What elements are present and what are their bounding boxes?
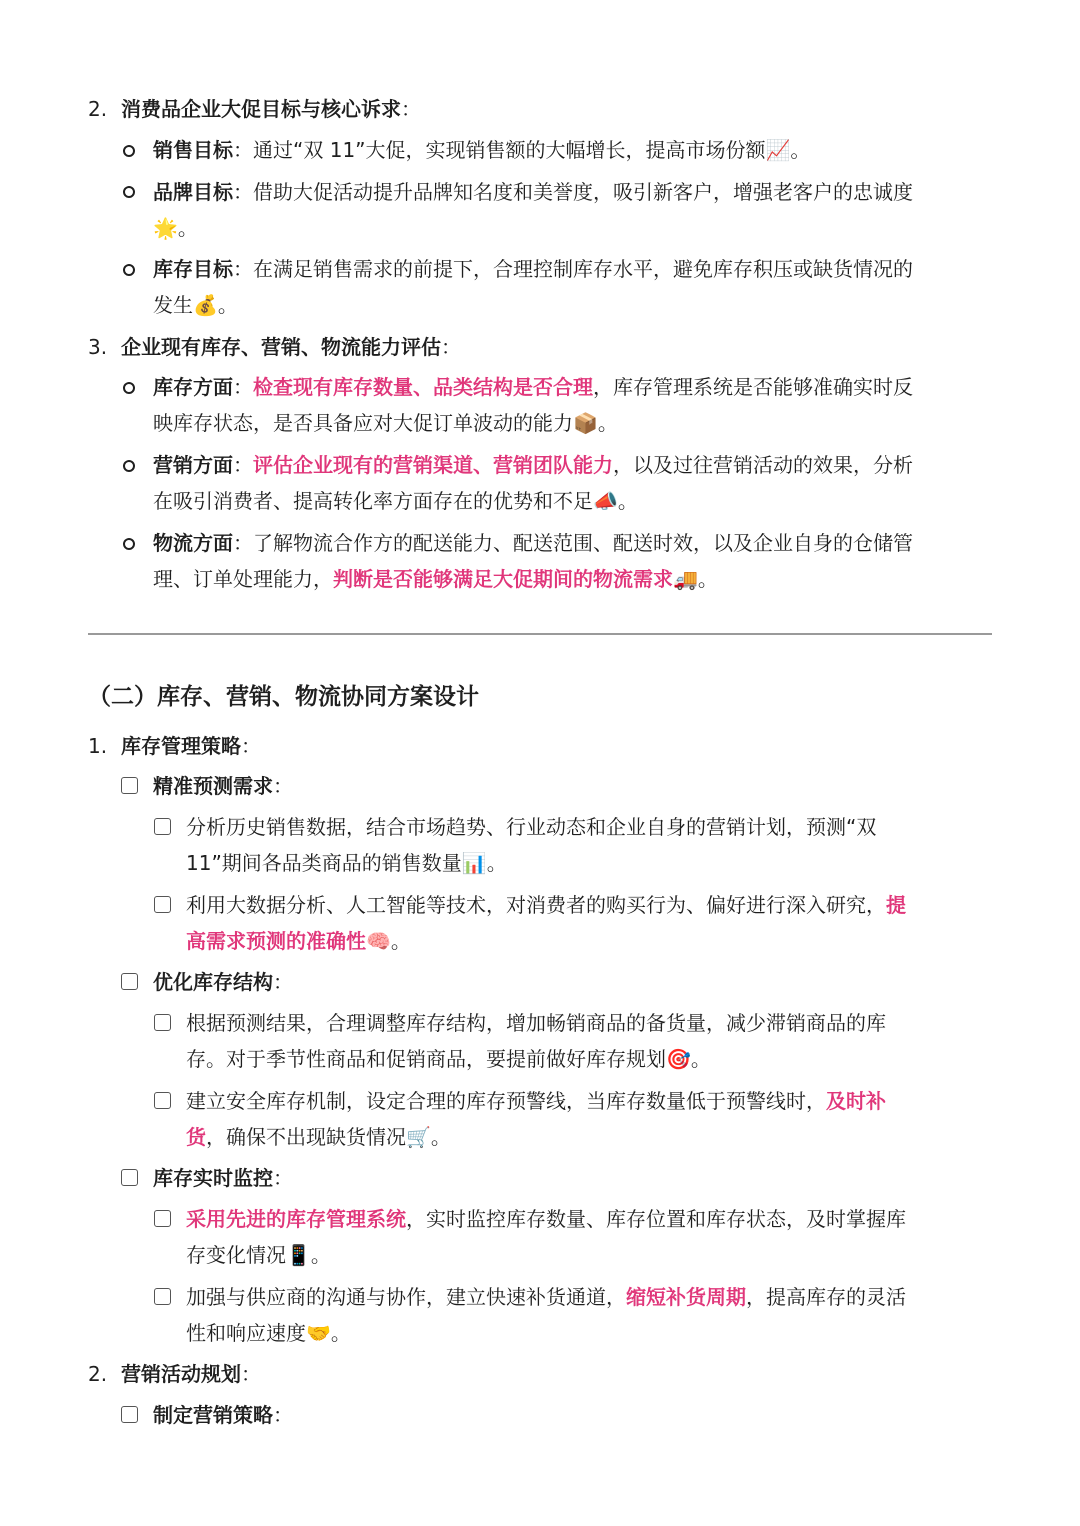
- list-heading: 消费品企业大促目标与核心诉求：: [121, 97, 421, 121]
- list-item: 物流方面：了解物流合作方的配送能力、配送范围、配送时效，以及企业自身的仓储管: [153, 531, 913, 555]
- bullet-icon: [123, 186, 135, 198]
- heading-text: 库存管理策略: [121, 734, 241, 758]
- task-item: 库存实时监控：: [153, 1166, 293, 1190]
- list-number: 2.: [88, 97, 108, 121]
- highlight-text: 检查现有库存数量、品类结构是否合理: [253, 375, 593, 399]
- heading-text: 企业现有库存、营销、物流能力评估: [121, 335, 441, 359]
- list-number: 1.: [88, 734, 108, 758]
- task-checkbox[interactable]: [154, 896, 171, 913]
- task-checkbox[interactable]: [154, 1092, 171, 1109]
- bullet-icon: [123, 264, 135, 276]
- task-item: 根据预测结果，合理调整库存结构，增加畅销商品的备货量，减少滞销商品的库: [186, 1011, 886, 1035]
- section-divider: [88, 633, 992, 635]
- highlight-text: 判断是否能够满足大促期间的物流需求: [333, 567, 673, 591]
- highlight-text: 评估企业现有的营销渠道、营销团队能力: [253, 453, 613, 477]
- list-heading: 库存管理策略：: [121, 734, 261, 758]
- list-heading: 营销活动规划：: [121, 1362, 261, 1386]
- highlight-text: 高需求预测的准确性: [186, 929, 366, 953]
- task-item-continuation: 货，确保不出现缺货情况🛒。: [186, 1125, 451, 1149]
- highlight-text: 及时补: [826, 1089, 886, 1113]
- highlight-text: 缩短补货周期: [626, 1285, 746, 1309]
- highlight-text: 提: [886, 893, 906, 917]
- task-item-continuation: 高需求预测的准确性🧠。: [186, 929, 411, 953]
- list-item: 销售目标：通过“双 11”大促，实现销售额的大幅增长，提高市场份额📈。: [153, 138, 811, 162]
- task-item-continuation: 11”期间各品类商品的销售数量📊。: [186, 851, 507, 875]
- list-item-continuation: 映库存状态，是否具备应对大促订单波动的能力📦。: [153, 411, 618, 435]
- bullet-icon: [123, 382, 135, 394]
- list-heading: 企业现有库存、营销、物流能力评估：: [121, 335, 461, 359]
- task-item: 采用先进的库存管理系统，实时监控库存数量、库存位置和库存状态，及时掌握库: [186, 1207, 906, 1231]
- list-number: 2.: [88, 1362, 108, 1386]
- section-heading: （二）库存、营销、物流协同方案设计: [88, 684, 479, 710]
- list-item: 库存方面：检查现有库存数量、品类结构是否合理，库存管理系统是否能够准确实时反: [153, 375, 913, 399]
- task-checkbox[interactable]: [154, 1210, 171, 1227]
- list-item: 营销方面：评估企业现有的营销渠道、营销团队能力，以及过往营销活动的效果，分析: [153, 453, 913, 477]
- bullet-icon: [123, 460, 135, 472]
- task-item-continuation: 性和响应速度🤝。: [186, 1321, 351, 1345]
- task-item: 建立安全库存机制，设定合理的库存预警线，当库存数量低于预警线时，及时补: [186, 1089, 886, 1113]
- list-item-continuation: 🌟。: [153, 216, 198, 240]
- task-item: 分析历史销售数据，结合市场趋势、行业动态和企业自身的营销计划，预测“双: [186, 815, 877, 839]
- task-checkbox[interactable]: [154, 1288, 171, 1305]
- task-item-continuation: 存变化情况📱。: [186, 1243, 331, 1267]
- bullet-icon: [123, 145, 135, 157]
- task-item: 利用大数据分析、人工智能等技术，对消费者的购买行为、偏好进行深入研究，提: [186, 893, 906, 917]
- task-checkbox[interactable]: [121, 1169, 138, 1186]
- task-checkbox[interactable]: [121, 973, 138, 990]
- task-item-continuation: 存。对于季节性商品和促销商品，要提前做好库存规划🎯。: [186, 1047, 711, 1071]
- task-item: 制定营销策略：: [153, 1403, 293, 1427]
- heading-text: 消费品企业大促目标与核心诉求: [121, 97, 401, 121]
- list-item-continuation: 发生💰。: [153, 293, 238, 317]
- list-item: 品牌目标：借助大促活动提升品牌知名度和美誉度，吸引新客户，增强老客户的忠诚度: [153, 180, 913, 204]
- task-item: 优化库存结构：: [153, 970, 293, 994]
- highlight-text: 采用先进的库存管理系统: [186, 1207, 406, 1231]
- list-item: 库存目标：在满足销售需求的前提下，合理控制库存水平，避免库存积压或缺货情况的: [153, 257, 913, 281]
- heading-text: 营销活动规划: [121, 1362, 241, 1386]
- list-item-continuation: 理、订单处理能力，判断是否能够满足大促期间的物流需求🚚。: [153, 567, 718, 591]
- task-checkbox[interactable]: [121, 777, 138, 794]
- task-checkbox[interactable]: [121, 1406, 138, 1423]
- list-number: 3.: [88, 335, 108, 359]
- task-item: 加强与供应商的沟通与协作，建立快速补货通道，缩短补货周期，提高库存的灵活: [186, 1285, 906, 1309]
- highlight-text: 货: [186, 1125, 206, 1149]
- task-checkbox[interactable]: [154, 1014, 171, 1031]
- task-item: 精准预测需求：: [153, 774, 293, 798]
- bullet-icon: [123, 538, 135, 550]
- task-checkbox[interactable]: [154, 818, 171, 835]
- list-item-continuation: 在吸引消费者、提高转化率方面存在的优势和不足📣。: [153, 489, 638, 513]
